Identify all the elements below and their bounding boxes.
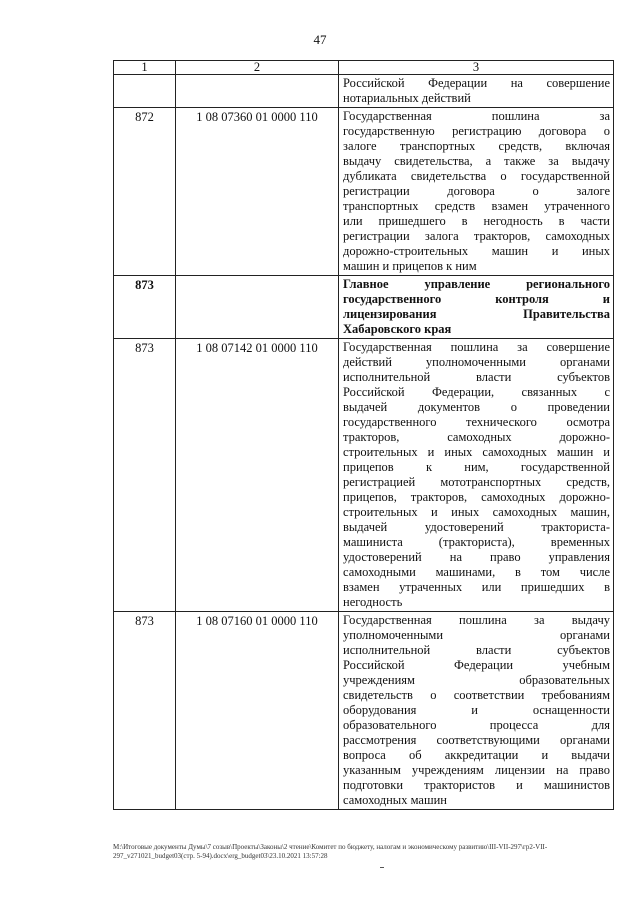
budget-code-cell: 1 08 07360 01 0000 110 [176,108,339,276]
separator-mark [380,867,384,868]
description-line: транспортных средств взамен утраченного [343,199,610,213]
description-line: государственного контроля и [343,292,610,306]
description-line: дубликата свидетельства о государственной [343,169,610,183]
description-line: уполномоченными органами [343,628,610,642]
description-line: машиниста (тракториста), временных [343,535,610,549]
description-line: подготовки трактористов и машинистов [343,778,610,792]
description-cell [339,276,614,339]
description-line: учреждениям образовательных [343,673,610,687]
table-row [114,339,614,612]
description-line: залоге транспортных средств, включая [343,139,610,153]
description-line: государственного технического осмотра [343,415,610,429]
description-line: прицепов к ним, государственной [343,460,610,474]
description-line: действий уполномоченными органами [343,355,610,369]
description-line: самоходными машинами, в том числе [343,565,610,579]
footer-line-1: M:\Итоговые документы Думы\7 созыв\Проекты\Законы\2 чтение\Комитет по бюджету, налогам и экономическому развитию\III-VII-297\гр2-VII- [113,843,548,851]
description-line: тракторов, самоходных дорожно- [343,430,610,444]
description-line: строительных и иных самоходных машин и [343,445,610,459]
budget-code-cell [176,75,339,108]
description-line: негодность [343,595,403,609]
budget-codes-table [113,60,614,810]
description-line: Государственная пошлина за выдачу [343,613,610,627]
description-line: выдачей документов о проведении [343,400,610,414]
description-line: оборудования и оснащенности [343,703,610,717]
description-line: образовательного процесса для [343,718,610,732]
table-header-row [114,61,614,75]
description-cell [339,75,614,108]
header-col-2: 2 [176,61,339,75]
description-line: Главное управление регионального [343,277,610,291]
description-line: Российской Федерации, связанных с [343,385,610,399]
description-line: регистрации залога тракторов, самоходных [343,229,610,243]
budget-code-cell: 1 08 07142 01 0000 110 [176,339,339,612]
description-line: государственную регистрацию договора о [343,124,610,138]
description-line: прицепов, тракторов, самоходных дорожно- [343,490,610,504]
table-row [114,75,614,108]
table-row [114,108,614,276]
admin-code-cell: 872 [114,108,176,276]
description-cell [339,339,614,612]
description-line: строительных и иных самоходных машин, [343,505,610,519]
admin-code-cell: 873 [114,276,176,339]
admin-code-cell: 873 [114,612,176,810]
description-line: Государственная пошлина за совершение [343,340,610,354]
footer-line-2: 297_v271021_budget03(стр. 5-94).docx\erg_budget03\23.10.2021 13:57:28 [113,852,328,860]
description-line: выдачу свидетельства, а также за выдачу [343,154,610,168]
description-cell [339,108,614,276]
description-line: регистрации договора о залоге [343,184,610,198]
description-line: удостоверений на право управления [343,550,610,564]
description-line: нотариальных действий [343,91,471,105]
description-line: Российской Федерации учебным [343,658,610,672]
description-line: машин и прицепов к ним [343,259,477,273]
description-line: исполнительной власти субъектов [343,370,610,384]
description-line: самоходных машин [343,793,447,807]
header-col-3: 3 [339,61,614,75]
description-line: выдачей удостоверений тракториста- [343,520,610,534]
description-line: лицензирования Правительства [343,307,610,321]
table-row [114,276,614,339]
page-number: 47 [313,32,327,47]
description-line: дорожно-строительных машин и иных [343,244,610,258]
description-line: Хабаровского края [343,322,452,336]
description-line: Российской Федерации на совершение [343,76,610,90]
header-col-1: 1 [114,61,176,75]
budget-code-cell [176,276,339,339]
description-line: рассмотрения соответствующими органами [343,733,610,747]
description-line: указанным учреждениям лицензии на право [343,763,610,777]
description-line: свидетельств о соответствии требованиям [343,688,610,702]
description-line: исполнительной власти субъектов [343,643,610,657]
description-line: Государственная пошлина за [343,109,610,123]
description-line: вопроса об аккредитации и выдачи [343,748,610,762]
description-line: или пришедшего в негодность в части [343,214,610,228]
file-path-footer [113,843,618,861]
budget-code-cell: 1 08 07160 01 0000 110 [176,612,339,810]
description-cell [339,612,614,810]
admin-code-cell: 873 [114,339,176,612]
description-line: взамен утраченных или пришедших в [343,580,610,594]
description-line: регистрацией мототранспортных средств, [343,475,610,489]
admin-code-cell [114,75,176,108]
table-row [114,612,614,810]
